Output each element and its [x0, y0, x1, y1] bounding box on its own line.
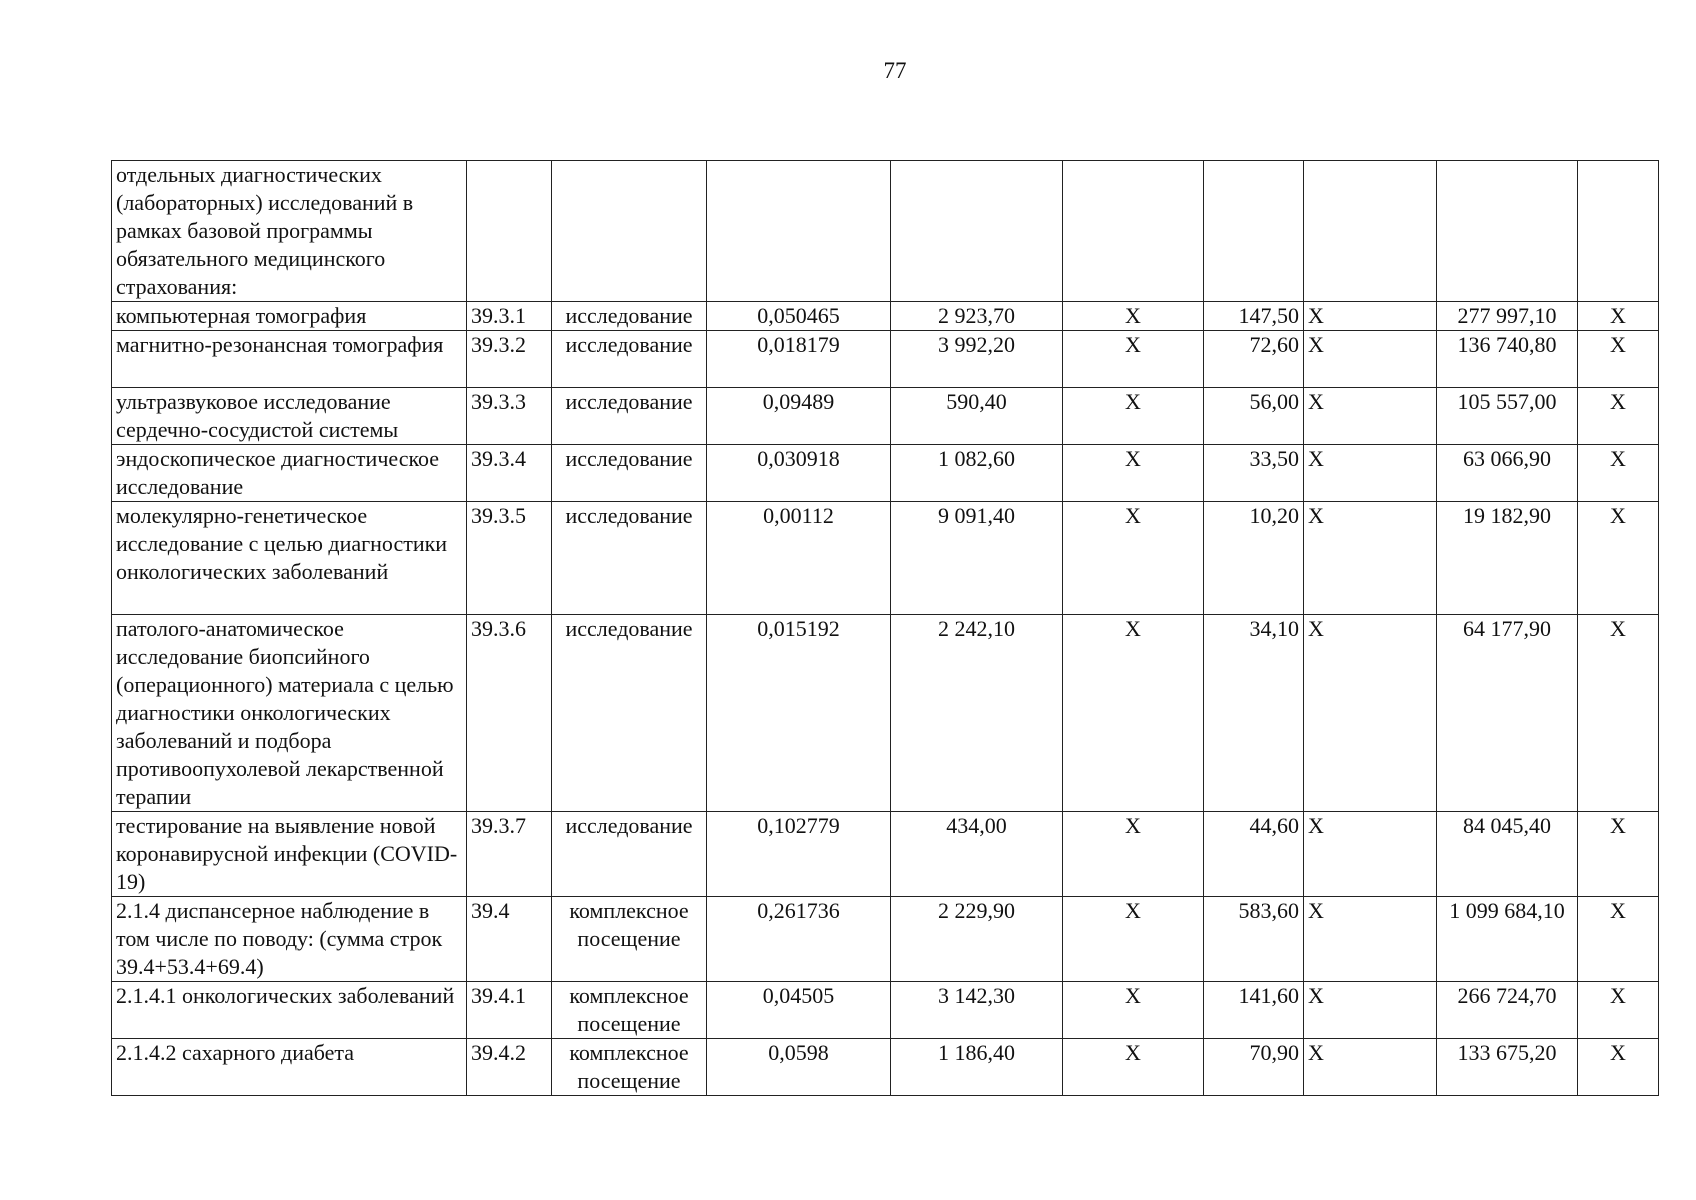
x-cell: X: [1304, 502, 1437, 615]
row-code: 39.3.3: [467, 388, 552, 445]
cost-cell: 3 992,20: [891, 331, 1063, 388]
norm-cell: 0,04505: [707, 982, 891, 1039]
x-cell: X: [1063, 615, 1204, 812]
table-row: [112, 502, 1659, 615]
x-cell: X: [1578, 1039, 1659, 1096]
x-cell: X: [1304, 897, 1437, 982]
cost-cell: 2 923,70: [891, 302, 1063, 331]
sum-cell: 84 045,40: [1437, 812, 1578, 897]
x-cell: X: [1063, 331, 1204, 388]
cost-cell: 1 186,40: [891, 1039, 1063, 1096]
volume-cost-table: [111, 160, 1659, 1096]
service-name: ультразвуковое исследование сердечно-сосудистой системы: [112, 388, 467, 445]
norm-cell: 0,030918: [707, 445, 891, 502]
x-cell: X: [1578, 897, 1659, 982]
row-code: 39.3.2: [467, 331, 552, 388]
sum-cell: [1437, 161, 1578, 302]
x-cell: X: [1578, 615, 1659, 812]
x-cell: X: [1578, 982, 1659, 1039]
service-name: эндоскопическое диагностическое исследование: [112, 445, 467, 502]
amount-cell: 72,60: [1204, 331, 1304, 388]
row-code: 39.3.1: [467, 302, 552, 331]
unit-cell: комплексное посещение: [552, 897, 707, 982]
cost-cell: [891, 161, 1063, 302]
x-cell: X: [1063, 982, 1204, 1039]
cost-cell: 434,00: [891, 812, 1063, 897]
sum-cell: 105 557,00: [1437, 388, 1578, 445]
x-cell: X: [1578, 331, 1659, 388]
sum-cell: 136 740,80: [1437, 331, 1578, 388]
x-cell: X: [1063, 388, 1204, 445]
row-code: [467, 161, 552, 302]
amount-cell: 56,00: [1204, 388, 1304, 445]
x-cell: X: [1578, 812, 1659, 897]
norm-cell: 0,018179: [707, 331, 891, 388]
x-cell: X: [1578, 502, 1659, 615]
x-cell: X: [1304, 615, 1437, 812]
table-row: [112, 812, 1659, 897]
norm-cell: 0,0598: [707, 1039, 891, 1096]
table-row: [112, 897, 1659, 982]
norm-cell: 0,015192: [707, 615, 891, 812]
amount-cell: 10,20: [1204, 502, 1304, 615]
row-code: 39.3.7: [467, 812, 552, 897]
unit-cell: комплексное посещение: [552, 982, 707, 1039]
row-code: 39.3.5: [467, 502, 552, 615]
table-row: [112, 331, 1659, 388]
sum-cell: 266 724,70: [1437, 982, 1578, 1039]
sum-cell: 133 675,20: [1437, 1039, 1578, 1096]
service-name: тестирование на выявление новой коронавирусной инфекции (COVID-19): [112, 812, 467, 897]
cost-cell: 9 091,40: [891, 502, 1063, 615]
table-row: [112, 1039, 1659, 1096]
row-code: 39.3.4: [467, 445, 552, 502]
page-number: 77: [883, 58, 907, 83]
table-row: [112, 982, 1659, 1039]
service-name: 2.1.4.1 онкологических заболеваний: [112, 982, 467, 1039]
x-cell: X: [1063, 812, 1204, 897]
amount-cell: 33,50: [1204, 445, 1304, 502]
table-row: [112, 302, 1659, 331]
cost-cell: 1 082,60: [891, 445, 1063, 502]
x-cell: X: [1063, 302, 1204, 331]
service-name: молекулярно-генетическое исследование с целью диагностики онкологических заболеваний: [112, 502, 467, 615]
service-name: 2.1.4.2 сахарного диабета: [112, 1039, 467, 1096]
norm-cell: 0,09489: [707, 388, 891, 445]
unit-cell: исследование: [552, 331, 707, 388]
service-name: отдельных диагностических (лабораторных) исследований в рамках базовой программы обязательного медицинского страхования:: [112, 161, 467, 302]
unit-cell: [552, 161, 707, 302]
norm-cell: 0,050465: [707, 302, 891, 331]
unit-cell: исследование: [552, 812, 707, 897]
row-code: 39.4.1: [467, 982, 552, 1039]
sum-cell: 277 997,10: [1437, 302, 1578, 331]
unit-cell: комплексное посещение: [552, 1039, 707, 1096]
amount-cell: 583,60: [1204, 897, 1304, 982]
x-cell: X: [1063, 897, 1204, 982]
amount-cell: 147,50: [1204, 302, 1304, 331]
unit-cell: исследование: [552, 445, 707, 502]
x-cell: X: [1578, 388, 1659, 445]
row-code: 39.4.2: [467, 1039, 552, 1096]
sum-cell: 1 099 684,10: [1437, 897, 1578, 982]
cost-cell: 590,40: [891, 388, 1063, 445]
norm-cell: [707, 161, 891, 302]
table-row: [112, 445, 1659, 502]
x-cell: [1578, 161, 1659, 302]
row-code: 39.4: [467, 897, 552, 982]
unit-cell: исследование: [552, 615, 707, 812]
sum-cell: 64 177,90: [1437, 615, 1578, 812]
row-code: 39.3.6: [467, 615, 552, 812]
x-cell: X: [1578, 445, 1659, 502]
unit-cell: исследование: [552, 388, 707, 445]
table-row: [112, 161, 1659, 302]
x-cell: X: [1304, 445, 1437, 502]
cost-cell: 2 242,10: [891, 615, 1063, 812]
unit-cell: исследование: [552, 502, 707, 615]
cost-cell: 2 229,90: [891, 897, 1063, 982]
x-cell: X: [1578, 302, 1659, 331]
sum-cell: 63 066,90: [1437, 445, 1578, 502]
x-cell: X: [1063, 445, 1204, 502]
x-cell: X: [1304, 331, 1437, 388]
table-row: [112, 388, 1659, 445]
cost-cell: 3 142,30: [891, 982, 1063, 1039]
x-cell: X: [1304, 982, 1437, 1039]
unit-cell: исследование: [552, 302, 707, 331]
amount-cell: 34,10: [1204, 615, 1304, 812]
amount-cell: 70,90: [1204, 1039, 1304, 1096]
service-name: компьютерная томография: [112, 302, 467, 331]
norm-cell: 0,102779: [707, 812, 891, 897]
x-cell: X: [1063, 502, 1204, 615]
norm-cell: 0,00112: [707, 502, 891, 615]
amount-cell: 44,60: [1204, 812, 1304, 897]
sum-cell: 19 182,90: [1437, 502, 1578, 615]
amount-cell: [1204, 161, 1304, 302]
table-row: [112, 615, 1659, 812]
amount-cell: 141,60: [1204, 982, 1304, 1039]
x-cell: X: [1304, 388, 1437, 445]
service-name: 2.1.4 диспансерное наблюдение в том числе по поводу: (сумма строк 39.4+53.4+69.4): [112, 897, 467, 982]
x-cell: [1304, 161, 1437, 302]
x-cell: [1063, 161, 1204, 302]
x-cell: X: [1304, 1039, 1437, 1096]
norm-cell: 0,261736: [707, 897, 891, 982]
x-cell: X: [1304, 812, 1437, 897]
x-cell: X: [1063, 1039, 1204, 1096]
service-name: патолого-анатомическое исследование биопсийного (операционного) материала с целью диагностики онкологических заболеваний и подбора противоопухолевой лекарственной терапии: [112, 615, 467, 812]
service-name: магнитно-резонансная томография: [112, 331, 467, 388]
x-cell: X: [1304, 302, 1437, 331]
